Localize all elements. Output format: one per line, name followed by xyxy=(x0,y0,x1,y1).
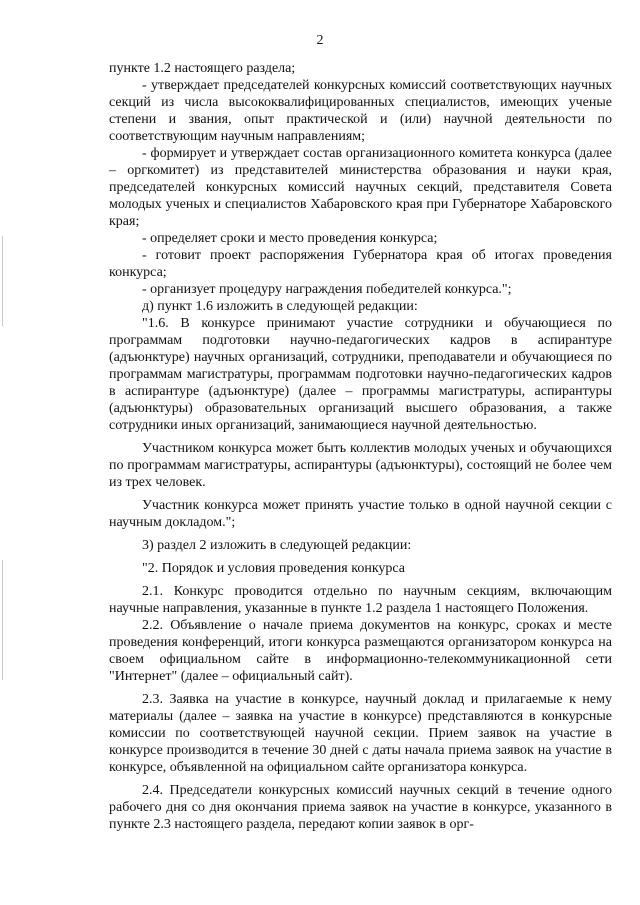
paragraph: - организует процедуру награждения победителей конкурса."; xyxy=(142,282,512,297)
scan-edge-mark xyxy=(2,236,3,326)
paragraph: 2.1. Конкурс проводится отдельно по научным секциям, включающим научные направления, указанные в пункте 1.2 раздела 1 настоящего Положения. xyxy=(109,584,612,616)
paragraph: - утверждает председателей конкурсных комиссий соответствующих научных секций из числа высококвалифицированных специалистов, имеющих ученые степени и звания, опыт практической и (или) научной деятельности по соответствующим научным направлениям; xyxy=(109,78,612,144)
paragraph: 2.2. Объявление о начале приема документов на конкурс, сроках и месте проведения конференций, итоги конкурса размещаются организатором конкурса на своем официальном сайте в информационно-телекоммуникационной сети "Интернет" (далее – официальный сайт). xyxy=(109,618,612,684)
paragraph: пункте 1.2 настоящего раздела; xyxy=(109,61,296,76)
paragraph: Участником конкурса может быть коллектив молодых ученых и обучающихся по программам магистратуры, аспирантуры (адъюнктуры), состоящий не более чем из трех человек. xyxy=(109,441,612,490)
paragraph: - определяет сроки и место проведения конкурса; xyxy=(142,231,438,246)
paragraph: 2.4. Председатели конкурсных комиссий научных секций в течение одного рабочего дня со дня окончания приема заявок на участие в конкурсе, указанного в пункте 2.3 настоящего раздела, передают копии заявок в орг- xyxy=(109,783,612,832)
scan-edge-mark xyxy=(2,560,3,680)
document-body xyxy=(109,60,612,833)
paragraph: - формирует и утверждает состав организационного комитета конкурса (далее – оргкомитет) из представителей министерства образования и науки края, председателей конкурсных комиссий научных секций, представителя Совета молодых ученых и специалистов Хабаровского края при Губернаторе Хабаровского края; xyxy=(109,146,612,229)
page-number: 2 xyxy=(316,33,324,48)
paragraph: "1.6. В конкурсе принимают участие сотрудники и обучающиеся по программам подготовки научно-педагогических кадров в аспирантуре (адъюнктуре) научных организаций, сотрудники, преподаватели и обучающиеся по программам магистратуры, программам подготовки научно-педагогических кадров в аспирантуре (адъюнктуре) (далее – программы магистратуры, аспирантуры (адъюнктуры) образовательных организаций высшего образования, а также сотрудники иных организаций, занимающиеся научной деятельностью. xyxy=(109,316,612,433)
paragraph: "2. Порядок и условия проведения конкурса xyxy=(142,561,406,576)
paragraph: Участник конкурса может принять участие только в одной научной секции с научным докладом."; xyxy=(109,498,612,530)
paragraph: 2.3. Заявка на участие в конкурсе, научный доклад и прилагаемые к нему материалы (далее – заявка на участие в конкурсе) представляются в конкурсные комиссии по соответствующей научной секции. Прием заявок на участие в конкурсе производится в течение 30 дней с даты начала приема заявок на участие в конкурсе, объявленной на официальном сайте организатора конкурса. xyxy=(109,692,612,775)
paragraph: 3) раздел 2 изложить в следующей редакции: xyxy=(142,538,412,553)
paragraph: д) пункт 1.6 изложить в следующей редакции: xyxy=(142,299,418,314)
paragraph: - готовит проект распоряжения Губернатора края об итогах проведения конкурса; xyxy=(109,248,612,280)
